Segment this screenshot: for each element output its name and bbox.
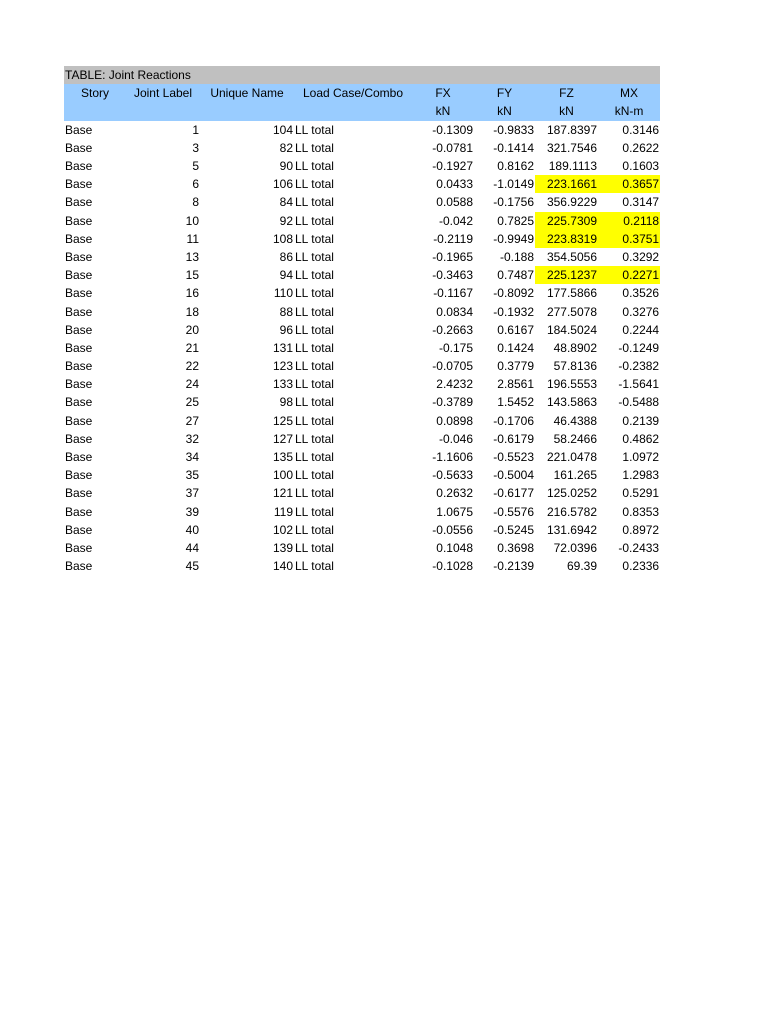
cell-fy[interactable]: -0.6177 [493,486,534,501]
cell-fx[interactable]: -0.0781 [432,140,473,155]
cell-fy[interactable]: -0.5523 [493,450,534,465]
cell-fy[interactable]: -1.0149 [493,177,534,192]
cell-fy[interactable]: 0.1424 [497,340,534,355]
table-row [64,521,660,539]
cell-unique-name[interactable]: 106 [272,177,293,192]
cell-fx[interactable]: -1.1606 [432,450,473,465]
cell-fy[interactable]: -0.5245 [493,522,534,537]
table-row [64,248,660,266]
cell-unique-name[interactable]: 139 [272,540,293,555]
cell-joint-label[interactable]: 44 [185,540,199,555]
cell-unique-name[interactable]: 82 [279,140,293,155]
cell-fz[interactable]: 161.265 [553,468,597,483]
cell-unique-name[interactable]: 94 [279,268,293,283]
cell-joint-label[interactable]: 6 [192,177,199,192]
cell-mx[interactable]: 0.2622 [622,140,660,155]
cell-fx[interactable]: 0.2632 [436,486,473,501]
cell-story[interactable]: Base [65,559,93,574]
cell-joint-label[interactable]: 16 [185,286,199,301]
cell-fz[interactable]: 354.5056 [546,249,597,264]
table-row [64,321,660,339]
table-row [64,466,660,484]
cell-story[interactable]: Base [65,359,93,374]
cell-joint-label[interactable]: 18 [185,304,199,319]
cell-joint-label[interactable]: 24 [185,377,199,392]
cell-mx[interactable]: 0.3276 [622,304,660,319]
cell-load-case[interactable]: LL total [295,377,334,392]
cell-fz[interactable]: 221.0478 [546,450,597,465]
cell-story[interactable]: Base [65,122,93,137]
cell-joint-label[interactable]: 3 [192,140,199,155]
cell-load-case[interactable]: LL total [295,249,334,264]
cell-story[interactable]: Base [65,486,93,501]
cell-load-case[interactable]: LL total [295,159,334,174]
cell-mx[interactable]: 0.5291 [622,486,660,501]
cell-fy[interactable]: -0.6179 [493,431,534,446]
cell-load-case[interactable]: LL total [295,195,334,210]
unit-fx[interactable]: kN [412,102,474,120]
cell-joint-label[interactable]: 35 [185,468,199,483]
cell-fz[interactable]: 223.1661 [535,175,598,193]
unit-fy[interactable]: kN [474,102,535,120]
cell-load-case[interactable]: LL total [295,486,334,501]
cell-load-case[interactable]: LL total [295,322,334,337]
cell-story[interactable]: Base [65,195,93,210]
cell-story[interactable]: Base [65,268,93,283]
cell-mx[interactable]: -0.2433 [618,540,660,555]
cell-unique-name[interactable]: 131 [272,340,293,355]
cell-story[interactable]: Base [65,540,93,555]
joint-reactions-table [64,66,660,575]
cell-fy[interactable]: -0.1414 [493,140,534,155]
cell-fz[interactable]: 216.5782 [546,504,597,519]
cell-joint-label[interactable]: 39 [185,504,199,519]
cell-load-case[interactable]: LL total [295,504,334,519]
cell-story[interactable]: Base [65,322,93,337]
cell-fx[interactable]: -0.1965 [432,249,473,264]
cell-story[interactable]: Base [65,377,93,392]
cell-unique-name[interactable]: 102 [272,522,293,537]
cell-unique-name[interactable]: 140 [272,559,293,574]
cell-fz[interactable]: 48.8902 [553,340,597,355]
header-load-case[interactable]: Load Case/Combo [294,84,412,102]
cell-unique-name[interactable]: 108 [272,231,293,246]
header-row [64,84,660,102]
cell-fz[interactable]: 125.0252 [546,486,597,501]
cell-mx[interactable]: 0.4862 [622,431,660,446]
table-row [64,121,660,139]
cell-mx[interactable]: 0.2244 [622,322,660,337]
cell-story[interactable]: Base [65,249,93,264]
unit-load-case[interactable] [294,102,412,120]
cell-load-case[interactable]: LL total [295,413,334,428]
table-row [64,230,660,248]
header-story[interactable]: Story [64,84,126,102]
cell-joint-label[interactable]: 13 [185,249,199,264]
cell-unique-name[interactable]: 125 [272,413,293,428]
header-unique-name[interactable]: Unique Name [200,84,294,102]
cell-story[interactable]: Base [65,395,93,410]
cell-story[interactable]: Base [65,213,93,228]
cell-unique-name[interactable]: 119 [273,504,293,519]
cell-fx[interactable]: -0.0705 [432,359,473,374]
table-body [64,121,660,576]
cell-fz[interactable]: 223.8319 [535,230,598,248]
cell-unique-name[interactable]: 86 [279,249,293,264]
cell-fz[interactable]: 189.1113 [548,159,597,174]
cell-fy[interactable]: -0.5576 [493,504,534,519]
table-row [64,302,660,320]
cell-load-case[interactable]: LL total [295,431,334,446]
cell-mx[interactable]: 1.2983 [622,468,660,483]
cell-joint-label[interactable]: 20 [185,322,199,337]
cell-story[interactable]: Base [65,431,93,446]
cell-fz[interactable]: 58.2466 [553,431,597,446]
cell-mx[interactable]: 0.1603 [622,159,660,174]
table-row [64,139,660,157]
cell-unique-name[interactable]: 90 [279,159,293,174]
cell-fz[interactable]: 72.0396 [553,540,597,555]
cell-fz[interactable]: 225.7309 [535,212,598,230]
header-joint-label[interactable]: Joint Label [126,84,200,102]
cell-fx[interactable]: 0.0433 [436,177,473,192]
cell-fx[interactable]: 1.0675 [436,504,473,519]
cell-story[interactable]: Base [65,231,93,246]
cell-fy[interactable]: -0.1756 [493,195,534,210]
cell-unique-name[interactable]: 98 [279,395,293,410]
cell-unique-name[interactable]: 135 [272,450,293,465]
table-row [64,212,660,230]
cell-joint-label[interactable]: 45 [185,559,199,574]
cell-load-case[interactable]: LL total [295,177,334,192]
cell-fx[interactable]: 2.4232 [436,377,473,392]
cell-load-case[interactable]: LL total [295,450,334,465]
cell-joint-label[interactable]: 25 [185,395,199,410]
cell-mx[interactable]: -0.1249 [618,340,660,355]
cell-fx[interactable]: -0.1927 [432,159,473,174]
cell-joint-label[interactable]: 22 [185,359,199,374]
cell-fy[interactable]: -0.9833 [493,122,534,137]
cell-mx[interactable]: 1.0972 [622,450,660,465]
cell-story[interactable]: Base [65,522,93,537]
cell-load-case[interactable]: LL total [295,540,334,555]
cell-unique-name[interactable]: 100 [272,468,293,483]
cell-unique-name[interactable]: 133 [272,377,293,392]
table-title: TABLE: Joint Reactions [64,66,660,84]
cell-fx[interactable]: 0.0834 [436,304,473,319]
cell-mx[interactable]: 0.8972 [622,522,660,537]
cell-fx[interactable]: -0.1309 [432,122,473,137]
table-row [64,339,660,357]
cell-mx[interactable]: 0.3292 [622,249,660,264]
table-row [64,503,660,521]
unit-unique-name[interactable] [200,102,294,120]
cell-joint-label[interactable]: 37 [185,486,199,501]
cell-load-case[interactable]: LL total [295,468,334,483]
cell-unique-name[interactable]: 121 [272,486,293,501]
unit-mx[interactable]: kN-m [598,102,660,120]
cell-load-case[interactable]: LL total [295,286,334,301]
cell-story[interactable]: Base [65,159,93,174]
cell-load-case[interactable]: LL total [295,122,334,137]
cell-joint-label[interactable]: 15 [185,268,199,283]
cell-load-case[interactable]: LL total [295,140,334,155]
table-row [64,557,660,575]
cell-mx[interactable]: 0.3526 [622,286,660,301]
cell-story[interactable]: Base [65,504,93,519]
cell-joint-label[interactable]: 21 [185,340,199,355]
cell-load-case[interactable]: LL total [295,559,334,574]
unit-story[interactable] [64,102,126,120]
cell-load-case[interactable]: LL total [295,340,334,355]
cell-fy[interactable]: 0.3779 [497,359,534,374]
header-fx[interactable]: FX [412,84,474,102]
cell-fy[interactable]: -0.8092 [493,286,534,301]
cell-load-case[interactable]: LL total [295,213,334,228]
table-row [64,375,660,393]
cell-fz[interactable]: 321.7546 [546,140,597,155]
cell-fy[interactable]: -0.9949 [493,231,534,246]
unit-joint-label[interactable] [126,102,200,120]
cell-unique-name[interactable]: 123 [272,359,293,374]
cell-story[interactable]: Base [65,177,93,192]
cell-joint-label[interactable]: 8 [192,195,199,210]
cell-fy[interactable]: 0.8162 [497,159,534,174]
cell-mx[interactable]: -0.2382 [618,359,660,374]
cell-unique-name[interactable]: 127 [272,431,293,446]
header-fz[interactable]: FZ [535,84,598,102]
cell-fy[interactable]: 0.3698 [497,540,534,555]
cell-unique-name[interactable]: 92 [279,213,293,228]
cell-load-case[interactable]: LL total [295,304,334,319]
cell-fz[interactable]: 356.9229 [546,195,597,210]
cell-story[interactable]: Base [65,413,93,428]
cell-mx[interactable]: 0.2118 [598,212,660,230]
cell-joint-label[interactable]: 10 [185,213,199,228]
cell-unique-name[interactable]: 88 [279,304,293,319]
cell-mx[interactable]: 0.3147 [622,195,660,210]
cell-fx[interactable]: -0.2119 [433,231,473,246]
cell-load-case[interactable]: LL total [295,268,334,283]
table-row [64,539,660,557]
cell-unique-name[interactable]: 84 [279,195,293,210]
cell-mx[interactable]: -1.5641 [618,377,660,392]
cell-fx[interactable]: 0.0588 [436,195,473,210]
cell-joint-label[interactable]: 27 [185,413,199,428]
table-row [64,266,660,284]
table-title-row [64,66,660,84]
cell-joint-label[interactable]: 11 [186,231,199,246]
cell-fy[interactable]: -0.1932 [493,304,534,319]
table-row [64,430,660,448]
cell-mx[interactable]: 0.3146 [622,122,660,137]
cell-fx[interactable]: -0.1167 [433,286,473,301]
cell-fy[interactable]: 0.7487 [497,268,534,283]
cell-joint-label[interactable]: 1 [192,122,199,137]
cell-joint-label[interactable]: 5 [192,159,199,174]
cell-story[interactable]: Base [65,450,93,465]
cell-fx[interactable]: -0.2663 [432,322,473,337]
table-row [64,484,660,502]
cell-fx[interactable]: -0.175 [438,340,473,355]
cell-story[interactable]: Base [65,304,93,319]
units-row [64,102,660,120]
cell-fz[interactable]: 225.1237 [535,266,598,284]
cell-mx[interactable]: -0.5488 [618,395,660,410]
table-row [64,448,660,466]
table-row [64,193,660,211]
cell-mx[interactable]: 0.2139 [622,413,660,428]
cell-fy[interactable]: -0.188 [499,249,534,264]
cell-fx[interactable]: -0.1028 [432,559,473,574]
cell-mx[interactable]: 0.2271 [598,266,660,284]
cell-fy[interactable]: 0.7825 [497,213,534,228]
header-fy[interactable]: FY [474,84,535,102]
cell-fx[interactable]: 0.0898 [436,413,473,428]
cell-story[interactable]: Base [65,340,93,355]
cell-fy[interactable]: 1.5452 [497,395,534,410]
cell-fz[interactable]: 131.6942 [546,522,597,537]
cell-fz[interactable]: 143.5863 [546,395,597,410]
cell-unique-name[interactable]: 104 [272,122,293,137]
cell-unique-name[interactable]: 110 [273,286,293,301]
cell-load-case[interactable]: LL total [295,359,334,374]
cell-story[interactable]: Base [65,468,93,483]
table-row [64,393,660,411]
cell-fz[interactable]: 277.5078 [546,304,597,319]
cell-fz[interactable]: 57.8136 [553,359,597,374]
cell-fz[interactable]: 196.5553 [546,377,597,392]
cell-mx[interactable]: 0.3751 [598,230,660,248]
cell-story[interactable]: Base [65,286,93,301]
table-row [64,412,660,430]
table-row [64,175,660,193]
cell-story[interactable]: Base [65,140,93,155]
unit-fz[interactable]: kN [535,102,598,120]
cell-fy[interactable]: 0.6167 [497,322,534,337]
table-row [64,357,660,375]
cell-fx[interactable]: -0.046 [438,431,473,446]
cell-mx[interactable]: 0.8353 [622,504,660,519]
header-mx[interactable]: MX [598,84,660,102]
cell-fz[interactable]: 187.8397 [546,122,597,137]
cell-fz[interactable]: 69.39 [566,559,597,574]
cell-fx[interactable]: -0.3789 [432,395,473,410]
cell-fz[interactable]: 184.5024 [546,322,597,337]
cell-joint-label[interactable]: 32 [185,431,199,446]
cell-fz[interactable]: 177.5866 [546,286,597,301]
cell-unique-name[interactable]: 96 [279,322,293,337]
cell-mx[interactable]: 0.3657 [598,175,660,193]
cell-fx[interactable]: -0.5633 [432,468,473,483]
cell-joint-label[interactable]: 40 [185,522,199,537]
cell-fy[interactable]: -0.5004 [493,468,534,483]
cell-fx[interactable]: -0.042 [438,213,473,228]
cell-fz[interactable]: 46.4388 [553,413,597,428]
cell-joint-label[interactable]: 34 [185,450,199,465]
cell-fx[interactable]: 0.1048 [436,540,473,555]
cell-fx[interactable]: -0.0556 [432,522,473,537]
cell-load-case[interactable]: LL total [295,395,334,410]
cell-mx[interactable]: 0.2336 [622,559,660,574]
cell-fx[interactable]: -0.3463 [432,268,473,283]
table-row [64,157,660,175]
cell-fy[interactable]: -0.2139 [493,559,534,574]
cell-fy[interactable]: -0.1706 [493,413,534,428]
cell-load-case[interactable]: LL total [295,522,334,537]
cell-load-case[interactable]: LL total [295,231,334,246]
cell-fy[interactable]: 2.8561 [497,377,534,392]
table-row [64,284,660,302]
